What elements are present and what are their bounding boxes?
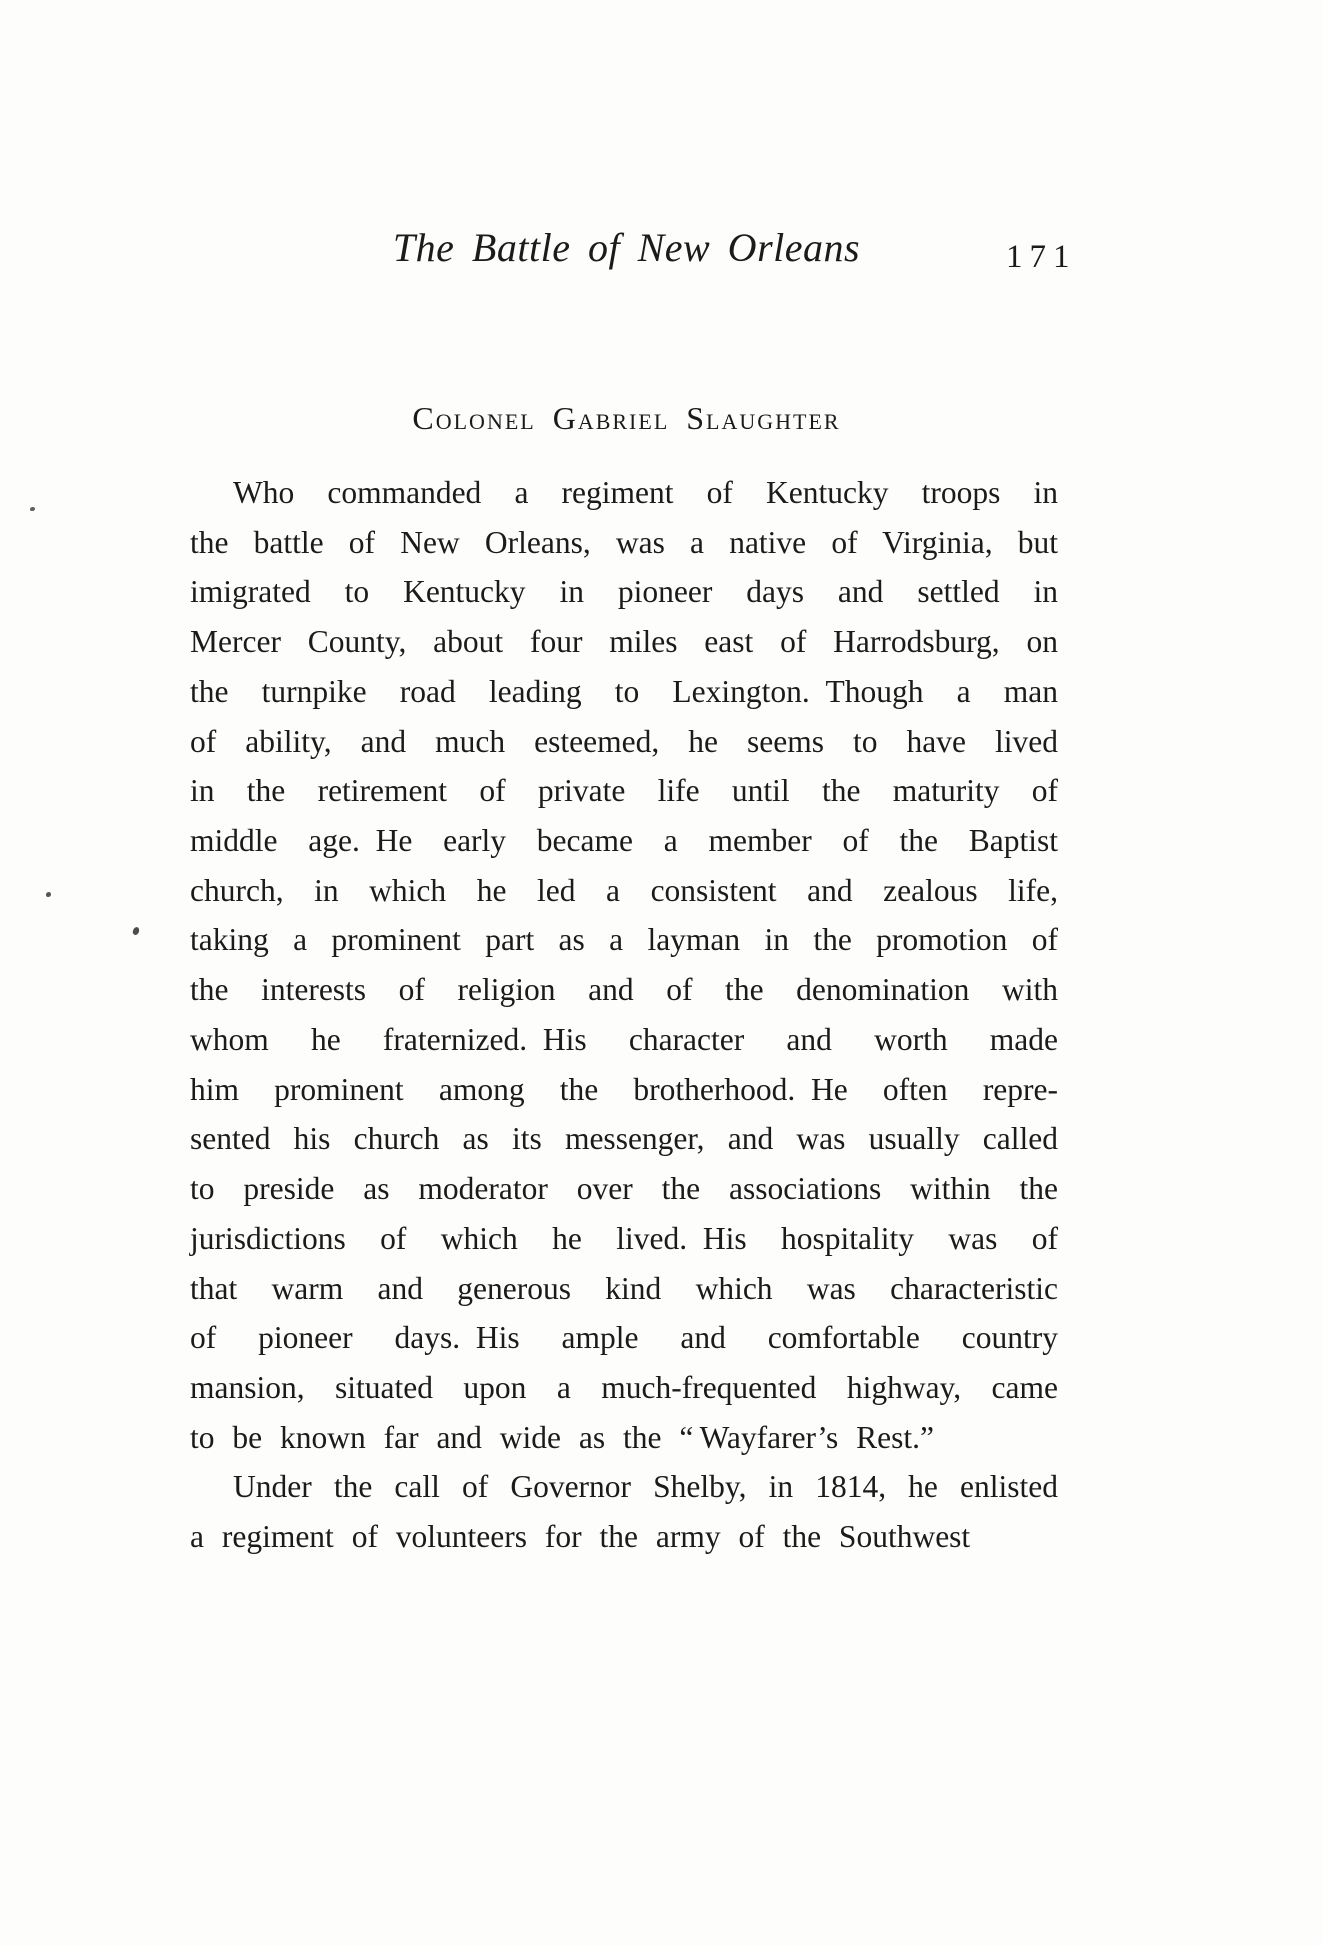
body-text [190,468,1058,1562]
body-line: of ability, and much esteemed, he seems to have lived [190,723,1058,759]
body-line: Mercer County, about four miles east of Harrodsburg, on [190,624,1058,660]
body-line: Who commanded a regiment of Kentucky troops in [233,475,1058,510]
body-line: of pioneer days. His ample and comfortable country [190,1320,1058,1356]
body-line: the interests of religion and of the denomination with [190,972,1058,1008]
body-line: jurisdictions of which he lived. His hospitality was of [190,1220,1058,1256]
scan-speck [30,507,35,511]
body-line: the battle of New Orleans, was a native of Virginia, but [190,524,1058,560]
body-line: sented his church as its messenger, and was usually called [190,1121,1058,1157]
body-line: middle age. He early became a member of the Baptist [190,823,1058,859]
body-line: the turnpike road leading to Lexington. Though a man [190,673,1058,709]
scan-speck [132,926,140,935]
page-number: 171 [1006,239,1077,275]
body-line: whom he fraternized. His character and worth made [190,1021,1058,1057]
body-line: him prominent among the brotherhood. He often repre- [190,1071,1058,1107]
body-line: church, in which he led a consistent and zealous life, [190,872,1058,908]
body-line: that warm and generous kind which was characteristic [190,1270,1058,1306]
body-line: to preside as moderator over the associations within the [190,1171,1058,1207]
body-line: imigrated to Kentucky in pioneer days and settled in [190,574,1058,610]
running-head-title: The Battle of New Orleans [392,225,861,270]
body-line: Under the call of Governor Shelby, in 1814, he enlisted [233,1469,1058,1505]
scan-speck [46,892,51,897]
body-line: taking a prominent part as a layman in the promotion of [190,922,1058,958]
section-heading: Colonel Gabriel Slaughter [412,400,841,436]
body-line: to be known far and wide as the “ Wayfarer’s Rest.” [190,1419,934,1455]
body-line: a regiment of volunteers for the army of the Southwest [190,1519,971,1555]
body-line: in the retirement of private life until the maturity of [190,773,1058,809]
body-line: mansion, situated upon a much-frequented highway, came [190,1369,1058,1405]
